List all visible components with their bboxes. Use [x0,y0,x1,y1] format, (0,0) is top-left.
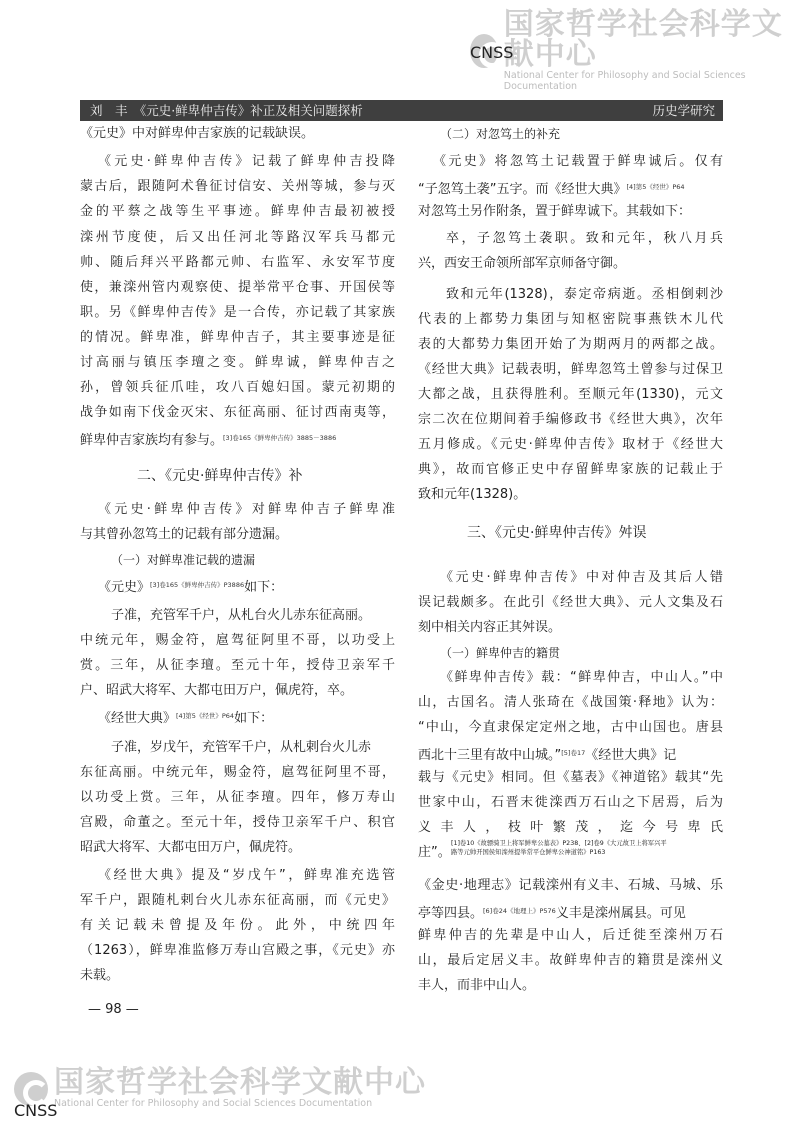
text-line: 致和元年(1328)。 [418,487,527,502]
quote-line: 宫殿，命董之。至元十年，授侍卫亲军千户、积官 [80,815,395,830]
footnote-ref: [3]卷165《鲜卑仲吉传》3885－3886 [223,434,337,442]
text-run: 《经世大典》记 [585,748,677,763]
text-line: 丰人，而非中山人。 [418,978,536,993]
text-line: 滦州节度使，后又出任河北等路汉军兵马都元 [80,230,395,245]
running-header [80,100,723,121]
text-line: 对忽笃土另作附条，置于鲜卑诚下。其载如下： [418,204,692,219]
footnote-ref: [6]卷24《地理上》P576 [483,907,556,915]
footnote-ref: [4]第5《经世》P64 [176,712,235,720]
text-line: 《经世大典》记载表明，鲜卑忽笃土曾参与过保卫 [418,362,723,377]
text-line [98,706,273,729]
text-line: 刻中相关内容正其舛误。 [418,620,562,635]
text-line: 未载。 [80,968,120,983]
text-line [418,177,685,200]
section-heading: 三、《元史·鲜卑仲吉传》舛误 [467,525,647,541]
text-line: 战争如南下伐金灭宋、东征高丽、征讨西南夷等， [80,405,395,420]
text-run: 如下： [234,711,274,726]
quote-line: 卒，子忽笃土袭职。致和元年，秋八月兵 [446,231,723,246]
text-line [80,428,336,451]
page-number: — 98 — [88,1002,139,1017]
subsection-heading: （二）对忽笃土的补充 [440,127,561,141]
header-section: 历史学研究 [652,103,715,118]
footnote-ref-block [451,839,667,857]
section-heading: 二、《元史·鲜卑仲吉传》补 [137,468,303,484]
text-line: 山，最后定居义丰。故鲜卑仲吉的籍贯是滦州义 [418,953,723,968]
text-line [418,843,451,863]
text-line: 五月修成。《元史·鲜卑仲吉传》取材于《经世大 [418,437,723,452]
quote-line: 子准，岁戊午，充管军千户，从札剌台火儿赤 [111,740,372,755]
text-run: 《经世大典》 [98,711,177,726]
text-line: 《元史》将忽笃土记载置于鲜卑诚后。仅有 [433,154,723,169]
text-run: 亭等四县。 [418,906,484,921]
subsection-heading: （一）对鲜卑准记载的遗漏 [111,553,256,567]
subsection-heading: （一）鲜卑仲吉的籍贯 [440,646,561,660]
text-run: 庄”。 [418,845,451,860]
text-line: 鲜卑仲吉的先辈是中山人，后迁徙至滦州万石 [418,928,723,943]
quote-line: 中统元年，赐金符，扈驾征阿里不哥，以功受上 [80,633,395,648]
text-line: 金的平蔡之战等生平事迹。鲜卑仲吉最初被授 [80,204,395,219]
footnote-ref: 路等元帅开国侯知滦州提举常平仓鲜卑公神道铭》P163 [451,849,606,856]
text-line: 《鲜卑仲吉传》载：“鲜卑仲吉，中山人。”中 [440,670,723,685]
text-line: 致和元年(1328)，泰定帝病逝。丞相倒剌沙 [446,287,723,302]
text-line: 蒙古后，跟随阿术鲁征讨信安、关州等城，参与灭 [80,179,395,194]
watermark-cn: 国家哲学社会科学文献中心 [503,7,783,72]
text-line: 《元史·鲜卑仲吉传》记载了鲜卑仲吉投降 [98,154,395,169]
text-line: 《元史·鲜卑仲吉传》对鲜卑仲吉子鲜卑准 [98,502,395,517]
text-line: 有关记载未曾提及年份。此外，中统四年 [80,918,395,933]
text-line: “中山，今直隶保定定州之地，古中山国也。唐县 [418,720,723,735]
text-line: 代表的上都势力集团与知枢密院事燕铁木儿代 [418,312,723,327]
watermark-logo-top [470,7,808,92]
text-line: 《经世大典》提及“岁戊午”，鲜卑准充选管 [98,868,395,883]
text-run: 义丰是滦州属县。可见 [555,906,686,921]
footnote-ref: [3]卷165《鲜卑仲吉传》P3886 [150,581,245,589]
text-run: 鲜卑仲吉家族均有参与。 [80,433,224,448]
quote-line: 东征高丽。中统元年，赐金符，扈驾征阿里不哥， [80,765,395,780]
text-line: 的情况。鲜卑准，鲜卑仲吉子，其主要事迹是征 [80,330,395,345]
text-line: 世家中山，石晋末徙滦西万石山之下居焉，后为 [418,795,723,810]
text-line: （1263），鲜卑准监修万寿山宫殿之事，《元史》亦 [80,943,395,958]
watermark-cn: 国家哲学社会科学文献中心 [54,1065,426,1100]
text-line: 宗二次在位期间着手编修政书《经世大典》，次年 [418,412,723,427]
footnote-ref: [5]卷17 [561,749,586,757]
footnote-ref: [1]卷10《故骠骑卫上将军鲜卑公墓表》P238、[2]卷9《大元故卫上将军兴平 [451,840,667,847]
text-line: 帅、随后拜兴平路都元帅、右监军、永安军节度 [80,255,395,270]
text-line: 载与《元史》相同。但《墓表》《神道铭》载其“先 [418,770,723,785]
watermark-abbr: CNSS [470,43,514,62]
text-line [418,743,676,766]
quote-line: 子准，充管军千户，从札台火儿赤东征高丽。 [111,608,372,623]
quote-line: 赏。三年，从征李璮。至元十年，授侍卫亲军千 [80,658,395,673]
text-line: 误记载颇多。在此引《经世大典》、元人文集及石 [418,595,723,610]
header-title: 刘 丰 《元史·鲜卑仲吉传》补正及相关问题探析 [90,103,363,118]
quote-line: 户、昭武大将军、大都屯田万户，佩虎符，卒。 [80,683,354,698]
text-line [418,901,686,924]
quote-line: 昭武大将军、大都屯田万户，佩虎符。 [80,840,302,855]
text-run: “子忽笃土袭”五字。而《经世大典》 [418,182,627,197]
text-line: 《元史·鲜卑仲吉传》中对仲吉及其后人错 [440,570,723,585]
text-line: 使，兼滦州管内观察使、提举常平仓事、开国侯等 [80,280,395,295]
text-line: 军千户，跟随札剌台火儿赤东征高丽，而《元史》 [80,893,395,908]
text-line: 《元史》中对鲜卑仲吉家族的记载缺误。 [80,126,315,141]
text-line: 孙，曾领兵征爪哇，攻八百媳妇国。蒙元初期的 [80,380,395,395]
text-run: 如下： [244,580,284,595]
quote-line: 兴，西安王命领所部军京师备守御。 [418,256,627,271]
text-line: 典》，故而官修正史中存留鲜卑家族的记载止于 [418,462,723,477]
text-line: 表的大都势力集团开始了为期两月的两都之战。 [418,337,723,352]
text-run: 《元史》 [98,580,151,595]
text-line: 山，古国名。清人张琦在《战国策·释地》认为： [418,695,723,710]
text-run: 西北十三里有故中山城。” [418,748,562,763]
text-line: 讨高丽与镇压李璮之变。鲜卑诚，鲜卑仲吉之 [80,355,395,370]
text-line: 《金史·地理志》记载滦州有义丰、石城、马城、乐 [418,878,723,893]
watermark-en: National Center for Philosophy and Social Sciences Documentation [503,70,746,92]
quote-line: 以功受上赏。三年，从征李璮。四年，修万寿山 [80,790,395,805]
text-line: 义丰人，枝叶繁茂，迄今号卑氏 [418,820,723,835]
watermark-abbr: CNSS [14,1101,58,1120]
text-line [98,575,283,598]
watermark-logo-bottom [14,1065,426,1109]
text-line: 职。另《鲜卑仲吉传》是一合传，亦记载了其家族 [80,305,395,320]
watermark-en: National Center for Philosophy and Social Sciences Documentation [54,1098,373,1109]
text-line: 大都之战，且获得胜利。至顺元年(1330)，元文 [418,387,723,402]
text-line: 与其曾孙忽笃土的记载有部分遗漏。 [80,527,289,542]
footnote-ref: [4]第5《经世》P64 [626,183,685,191]
